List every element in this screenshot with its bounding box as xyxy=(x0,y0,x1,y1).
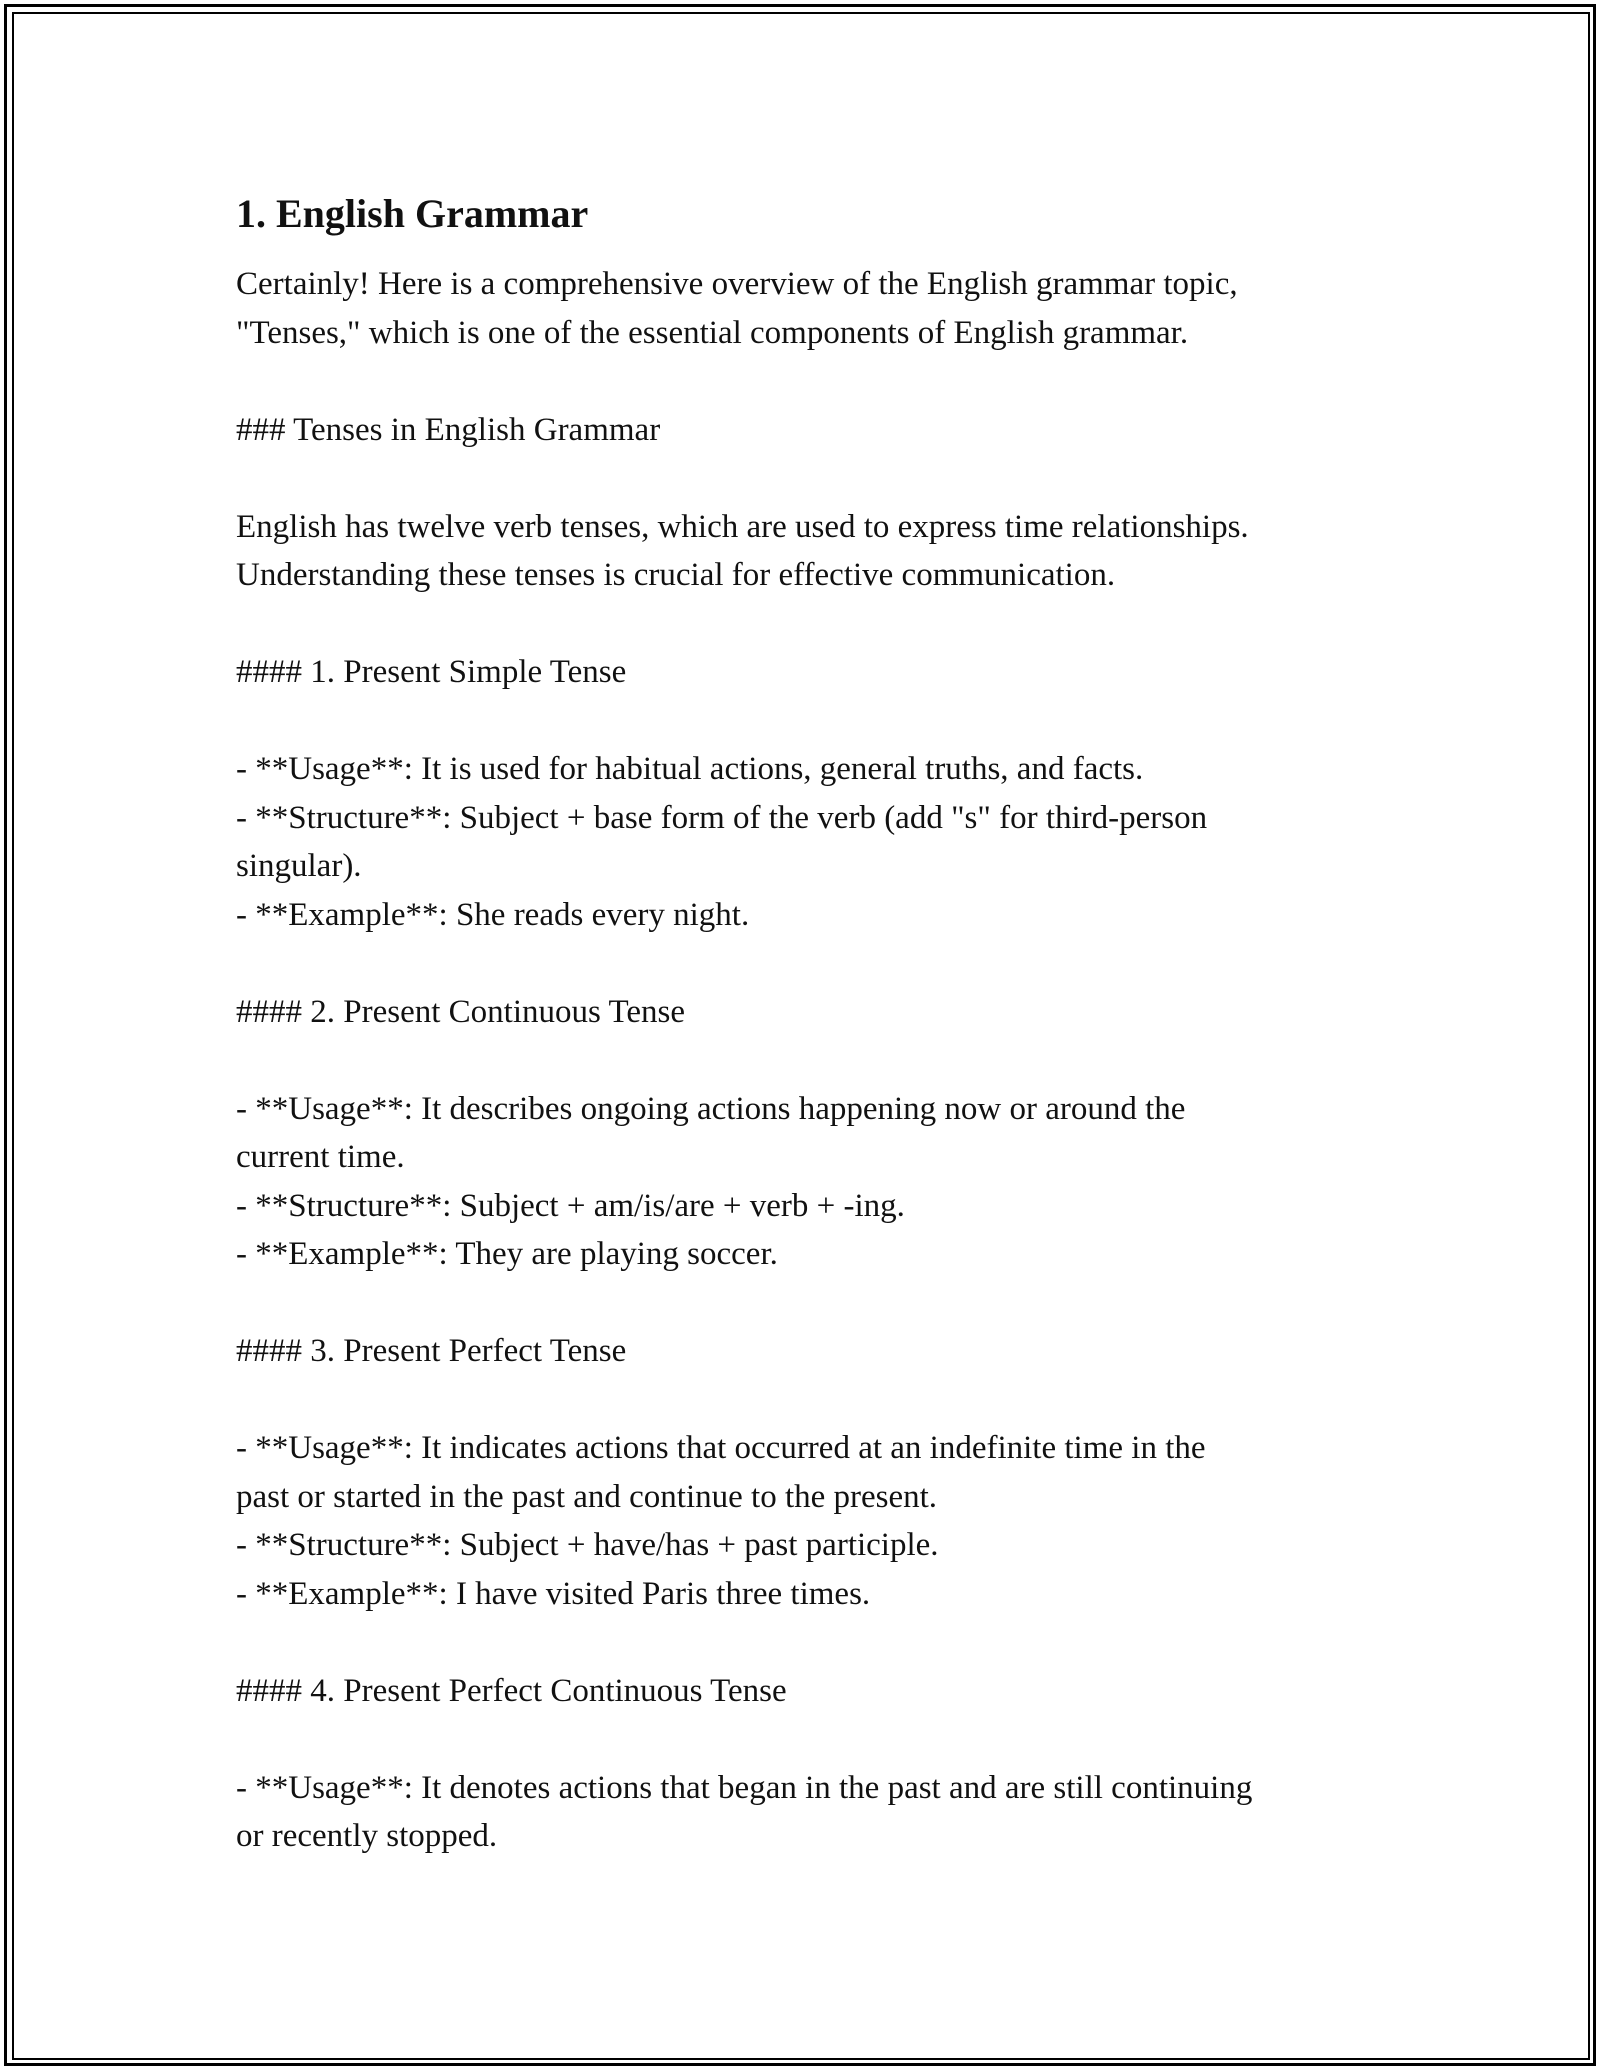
list-item-usage: - **Usage**: It indicates actions that occurred at an indefinite time in the xyxy=(236,1430,1206,1466)
blank-line xyxy=(236,1036,1376,1085)
blank-line xyxy=(236,454,1376,503)
list-item-example: - **Example**: I have visited Paris three times. xyxy=(236,1575,871,1612)
text-line: current time. xyxy=(236,1139,405,1175)
list-item-structure: - **Structure**: Subject + base form of the verb (add "s" for third-person xyxy=(236,799,1208,836)
blank-line xyxy=(236,697,1376,746)
section-heading-tenses: ### Tenses in English Grammar xyxy=(236,411,661,448)
text-line: singular). xyxy=(236,848,362,884)
subheading-present-perfect-continuous: #### 4. Present Perfect Continuous Tense xyxy=(236,1672,787,1709)
document-title: 1. English Grammar xyxy=(236,191,589,236)
subheading-present-continuous: #### 2. Present Continuous Tense xyxy=(236,993,685,1030)
document-body xyxy=(236,186,1376,1861)
list-item-usage: - **Usage**: It describes ongoing actions happening now or around the xyxy=(236,1090,1186,1127)
list-item-structure: - **Structure**: Subject + have/has + past participle. xyxy=(236,1527,939,1563)
subheading-present-simple: #### 1. Present Simple Tense xyxy=(236,654,627,690)
text-line: Understanding these tenses is crucial for effective communication. xyxy=(236,557,1116,593)
text-line: English has twelve verb tenses, which are used to express time relationships. xyxy=(236,508,1249,545)
subheading-present-perfect: #### 3. Present Perfect Tense xyxy=(236,1333,627,1369)
list-item-example: - **Example**: They are playing soccer. xyxy=(236,1236,778,1272)
list-item-structure: - **Structure**: Subject + am/is/are + verb + -ing. xyxy=(236,1187,905,1224)
blank-line xyxy=(236,1715,1376,1764)
blank-line xyxy=(236,1279,1376,1328)
list-item-usage: - **Usage**: It is used for habitual actions, general truths, and facts. xyxy=(236,751,1144,787)
blank-line xyxy=(236,1376,1376,1425)
blank-line xyxy=(236,357,1376,406)
text-line: past or started in the past and continue to the present. xyxy=(236,1478,938,1515)
blank-line xyxy=(236,939,1376,988)
blank-line xyxy=(236,1618,1376,1667)
text-line: Certainly! Here is a comprehensive overview of the English grammar topic, xyxy=(236,266,1238,302)
list-item-example: - **Example**: She reads every night. xyxy=(236,896,750,933)
blank-line xyxy=(236,600,1376,649)
text-line: "Tenses," which is one of the essential components of English grammar. xyxy=(236,314,1189,351)
text-line: or recently stopped. xyxy=(236,1818,498,1854)
list-item-usage: - **Usage**: It denotes actions that began in the past and are still continuing xyxy=(236,1769,1253,1806)
